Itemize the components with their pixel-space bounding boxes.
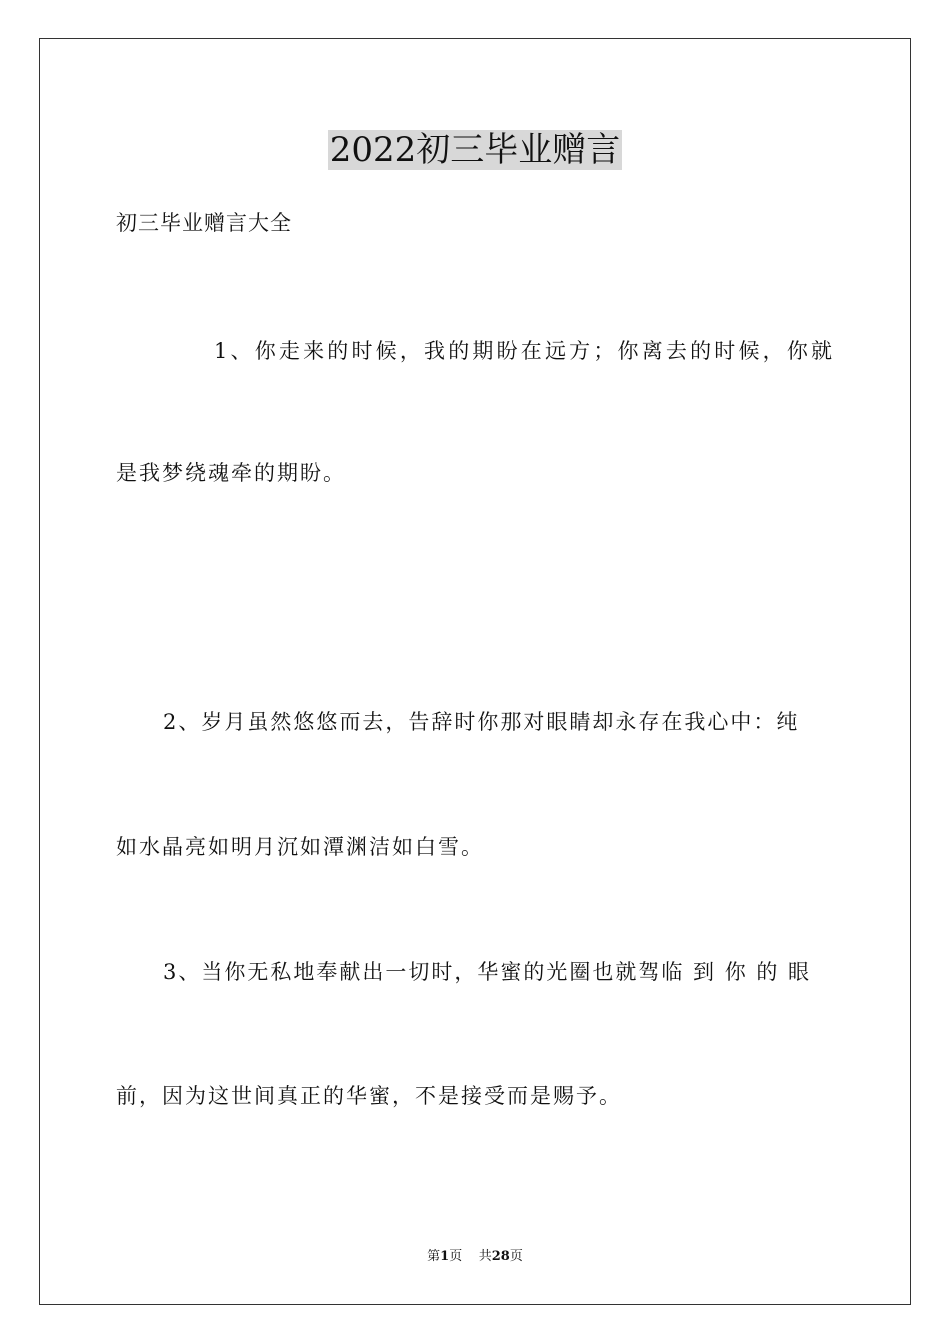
paragraph-3-line-1: 3、当你无私地奉献出一切时，华蜜的光圈也就驾临 到 你 的 眼 [163, 960, 812, 984]
document-title-text: 2022初三毕业赠言 [329, 130, 621, 170]
footer-total-suffix: 页 [509, 1249, 523, 1264]
document-subtitle: 初三毕业赠言大全 [116, 211, 292, 235]
footer-total-pages: 28 [491, 1249, 510, 1264]
footer-page-suffix: 页 [449, 1249, 463, 1264]
page-footer [0, 1248, 950, 1266]
footer-total-prefix: 共 [478, 1249, 492, 1264]
footer-page-prefix: 第 [427, 1249, 441, 1264]
footer-page-number: 1 [440, 1249, 450, 1264]
document-title [0, 128, 950, 172]
paragraph-2-line-2: 如水晶亮如明月沉如潭渊洁如白雪。 [116, 835, 484, 859]
paragraph-3-line-2: 前，因为这世间真正的华蜜，不是接受而是赐予。 [116, 1084, 622, 1108]
paragraph-1-line-2: 是我梦绕魂牵的期盼。 [116, 461, 346, 485]
paragraph-2-line-1: 2、岁月虽然悠悠而去，告辞时你那对眼睛却永存在我心中：纯 [163, 710, 800, 734]
paragraph-1-line-1: 1、你走来的时候，我的期盼在远方；你离去的时候，你就 [214, 339, 834, 363]
